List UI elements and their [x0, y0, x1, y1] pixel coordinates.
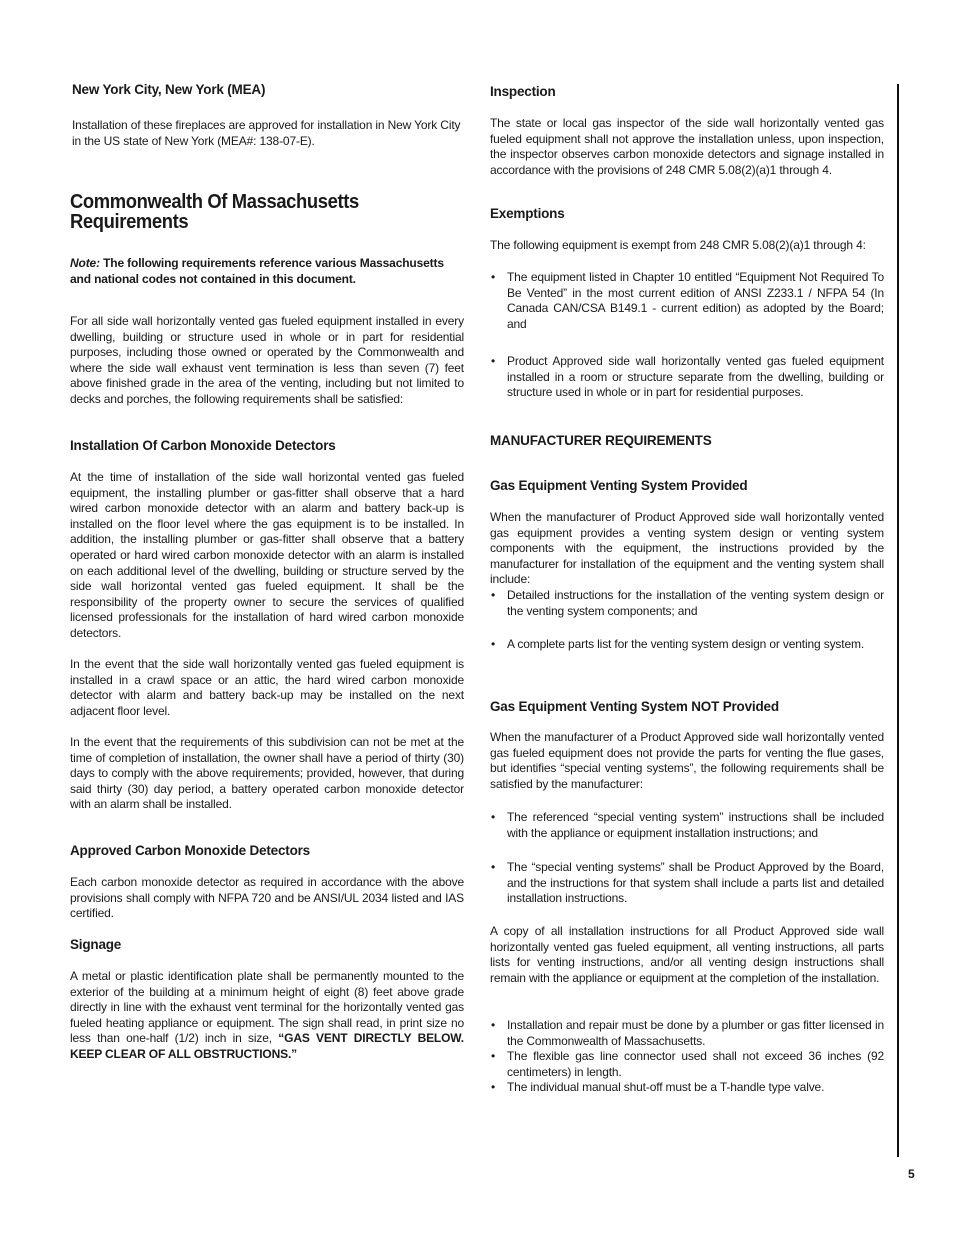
- inspection-heading: Inspection: [490, 84, 556, 99]
- signage-body: [70, 969, 464, 1063]
- list-item: • The individual manual shut-off must be a T-handle type valve.: [490, 1080, 884, 1096]
- inspection-body: The state or local gas inspector of the side wall horizontally vented gas fueled equipment shall not approve the installation unless, upon inspection, the inspector observes carbon monoxide detectors and signage installed in accordance with the provisions of 248 CMR 5.08(2)(a)1 through 4.: [490, 116, 884, 177]
- page-title: Commonwealth Of Massachusetts Requirements: [70, 191, 359, 233]
- list-item: • Detailed instructions for the installation of the venting system design or the venting system components; and: [490, 588, 884, 619]
- co-install-p3: In the event that the requirements of this subdivision can not be met at the time of completion of installation, the owner shall have a period of thirty (30) days to comply with the above requirements; provided, however, that during said thirty (30) day period, a battery operated carbon monoxide detector with an alarm shall be installed.: [70, 735, 464, 812]
- list-item: • Product Approved side wall horizontally vented gas fueled equipment installed in a room or structure separate from the dwelling, building or structure used in whole or in part for residential purposes.: [490, 354, 884, 401]
- page-number: 5: [908, 1167, 915, 1181]
- copy-paragraph: A copy of all installation instructions for all Product Approved side wall horizontally vented gas fueled equipment, all venting instructions, all parts lists for venting instructions, and/or all venting design instructions shall remain with the appliance or equipment at the completion of the installation.: [490, 924, 884, 985]
- not-provided-heading: Gas Equipment Venting System NOT Provided: [490, 699, 779, 714]
- provided-list-2: [490, 637, 884, 653]
- final-list: [490, 1018, 884, 1096]
- provided-list: [490, 588, 884, 619]
- not-provided-list: [490, 810, 884, 841]
- list-item: • The flexible gas line connector used shall not exceed 36 inches (92 centimeters) in length.: [490, 1049, 884, 1080]
- provided-heading: Gas Equipment Venting System Provided: [490, 478, 748, 493]
- note-label: Note:: [70, 256, 100, 270]
- co-approved-body: Each carbon monoxide detector as required in accordance with the above provisions shall comply with NFPA 720 and be ANSI/UL 2034 listed and IAS certified.: [70, 875, 464, 921]
- signage-heading: Signage: [70, 937, 122, 952]
- list-item: • The referenced “special venting system” instructions shall be included with the appliance or equipment installation instructions; and: [490, 810, 884, 841]
- co-install-p2: In the event that the side wall horizontally vented gas fueled equipment is installed in a crawl space or an attic, the hard wired carbon monoxide detector with alarm and battery back-up may be installed on the next adjacent floor level.: [70, 657, 464, 718]
- co-install-heading: Installation Of Carbon Monoxide Detectors: [70, 438, 336, 453]
- nyc-body: Installation of these fireplaces are approved for installation in New York City in the US state of New York (MEA#: 138-07-E).: [72, 118, 461, 148]
- note-text: The following requirements reference various Massachusetts and national codes not contained in this document.: [70, 256, 444, 286]
- exemptions-heading: Exemptions: [490, 206, 565, 221]
- list-item: • Installation and repair must be done by a plumber or gas fitter licensed in the Commonwealth of Massachusetts.: [490, 1018, 884, 1049]
- nyc-heading: New York City, New York (MEA): [72, 82, 266, 97]
- not-provided-list-2: [490, 860, 884, 907]
- signage-emphasis: “GAS VENT DIRECTLY BELOW. KEEP CLEAR OF ALL OBSTRUCTIONS.”: [70, 1031, 464, 1061]
- list-item: • The equipment listed in Chapter 10 entitled “Equipment Not Required To Be Vented” in the most current edition of ANSI Z233.1 / NFPA 54 (In Canada CAN/CSA B149.1 - current edition) as adopted by the Board; and: [490, 270, 884, 332]
- exemptions-list-2: [490, 354, 884, 401]
- not-provided-body: When the manufacturer of a Product Approved side wall horizontally vented gas fueled equipment does not provide the parts for venting the flue gases, but identifies “special venting systems”, the following requirements shall be satisfied by the manufacturer:: [490, 730, 884, 791]
- signage-text: A metal or plastic identification plate shall be permanently mounted to the exterior of the building at a minimum height of eight (8) feet above grade directly in line with the exhaust vent terminal for the horizontally vented gas fueled heating appliance or equipment. The sign shall read, in print size no less than one-half (1/2) inch in size,: [70, 969, 464, 1046]
- note: [70, 255, 464, 287]
- co-approved-heading: Approved Carbon Monoxide Detectors: [70, 843, 310, 858]
- list-item: • A complete parts list for the venting system design or venting system.: [490, 637, 884, 653]
- intro-paragraph: For all side wall horizontally vented gas fueled equipment installed in every dwelling, building or structure used in whole or in part for residential purposes, including those owned or operated by the Commonwealth and where the side wall exhaust vent termination is less than seven (7) feet above finished grade in the area of the venting, including but not limited to decks and porches, the following requirements shall be satisfied:: [70, 314, 464, 406]
- exemptions-list: [490, 270, 884, 332]
- provided-body: When the manufacturer of Product Approved side wall horizontally vented gas equipment provides a venting system design or venting system components with the equipment, the instructions provided by the manufacturer for installation of the equipment and the venting system shall include:: [490, 510, 884, 587]
- exemptions-intro: The following equipment is exempt from 248 CMR 5.08(2)(a)1 through 4:: [490, 238, 866, 252]
- page-edge-rule: [897, 84, 899, 1157]
- list-item: • The “special venting systems” shall be Product Approved by the Board, and the instructions for that system shall include a parts list and detailed installation instructions.: [490, 860, 884, 907]
- co-install-p1: At the time of installation of the side wall horizontal vented gas fueled equipment, the installing plumber or gas-fitter shall observe that a hard wired carbon monoxide detector with an alarm and battery back-up is installed on the floor level where the gas equipment is to be installed. In addition, the installing plumber or gas-fitter shall observe that a battery operated or hard wired carbon monoxide detector with an alarm is installed on each additional level of the dwelling, building or structure served by the side wall horizontal vented gas fueled equipment. It shall be the responsibility of the property owner to secure the services of qualified licensed professionals for the installation of hard wired carbon monoxide detectors.: [70, 470, 464, 640]
- manufacturer-heading: MANUFACTURER REQUIREMENTS: [490, 433, 712, 448]
